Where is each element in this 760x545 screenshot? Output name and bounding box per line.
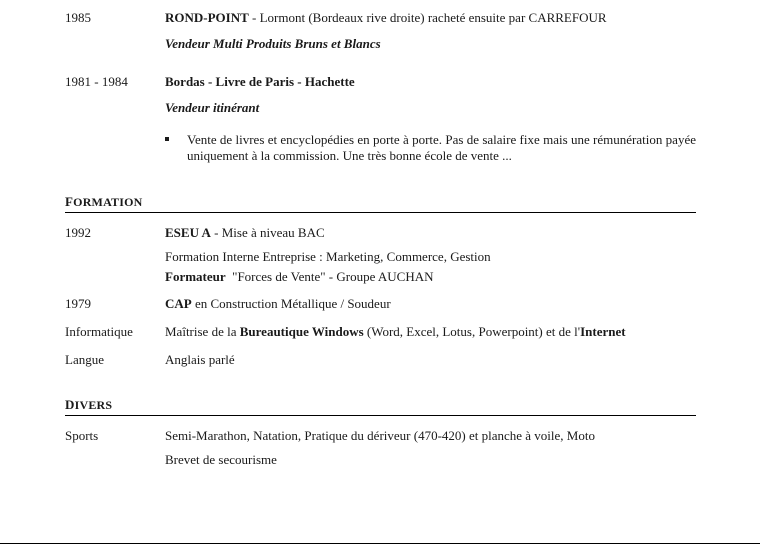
experience-date: 1985: [65, 10, 91, 25]
formation-line: [65, 267, 696, 287]
bullet-square-icon: [165, 137, 169, 141]
experience-role: Vendeur itinérant: [165, 100, 260, 115]
experience-row: [65, 72, 696, 92]
company-detail: - Lormont (Bordeaux rive droite) racheté ensuite par CARREFOUR: [248, 10, 607, 25]
informatique-line: Maîtrise de la Bureautique Windows (Word, Excel, Lotus, Powerpoint) et de l'Internet: [165, 324, 626, 339]
formation-detail: - Mise à niveau BAC: [210, 225, 325, 240]
formation-date: Langue: [65, 352, 104, 367]
section-heading-divers: DIVERS: [65, 397, 696, 416]
company-name: ROND-POINT: [165, 10, 249, 25]
page-bottom-rule: [0, 543, 760, 544]
internet-label: Internet: [580, 324, 626, 339]
formateur-label: Formateur: [165, 269, 226, 284]
company-name: Bordas - Livre de Paris - Hachette: [165, 74, 355, 89]
formateur-detail: "Forces de Vente" - Groupe AUCHAN: [225, 269, 434, 284]
langue-text: Anglais parlé: [165, 352, 235, 367]
formation-row: [65, 223, 696, 243]
experience-company-line: [165, 8, 607, 28]
formation-date: Informatique: [65, 324, 133, 339]
formation-date: 1979: [65, 296, 91, 311]
divers-row: [65, 426, 696, 446]
formation-row: [65, 322, 696, 342]
bureautique-label: Bureautique Windows: [239, 324, 364, 339]
experience-date: 1981 - 1984: [65, 74, 128, 89]
experience-role-row: [65, 98, 696, 118]
secourisme-text: Brevet de secourisme: [165, 452, 277, 467]
formation-interne: Formation Interne Entreprise : Marketing, Commerce, Gestion: [165, 249, 491, 264]
experience-role-row: [65, 34, 696, 54]
experience-role: Vendeur Multi Produits Bruns et Blancs: [165, 36, 381, 51]
formation-row: [65, 294, 696, 314]
formation-title-line: [165, 223, 325, 243]
experience-bullet-text: Vente de livres et encyclopédies en porte à porte. Pas de salaire fixe mais une rémunération payée uniquement à la commission. Une très bonne école de vente ...: [187, 132, 696, 163]
formation-title: ESEU A: [165, 225, 211, 240]
experience-row: [65, 8, 696, 28]
formation-detail: en Construction Métallique / Soudeur: [191, 296, 391, 311]
formation-title: CAP: [165, 296, 192, 311]
formation-title-line: [165, 294, 391, 314]
divers-label: Sports: [65, 428, 99, 443]
formation-line: [65, 247, 696, 267]
formation-row: [65, 350, 696, 370]
sports-text: Semi-Marathon, Natation, Pratique du dériveur (470-420) et planche à voile, Moto: [165, 428, 595, 443]
formation-date: 1992: [65, 225, 91, 240]
divers-line: [65, 450, 696, 470]
section-heading-formation: FORMATION: [65, 194, 696, 213]
formateur-line: [165, 267, 434, 287]
